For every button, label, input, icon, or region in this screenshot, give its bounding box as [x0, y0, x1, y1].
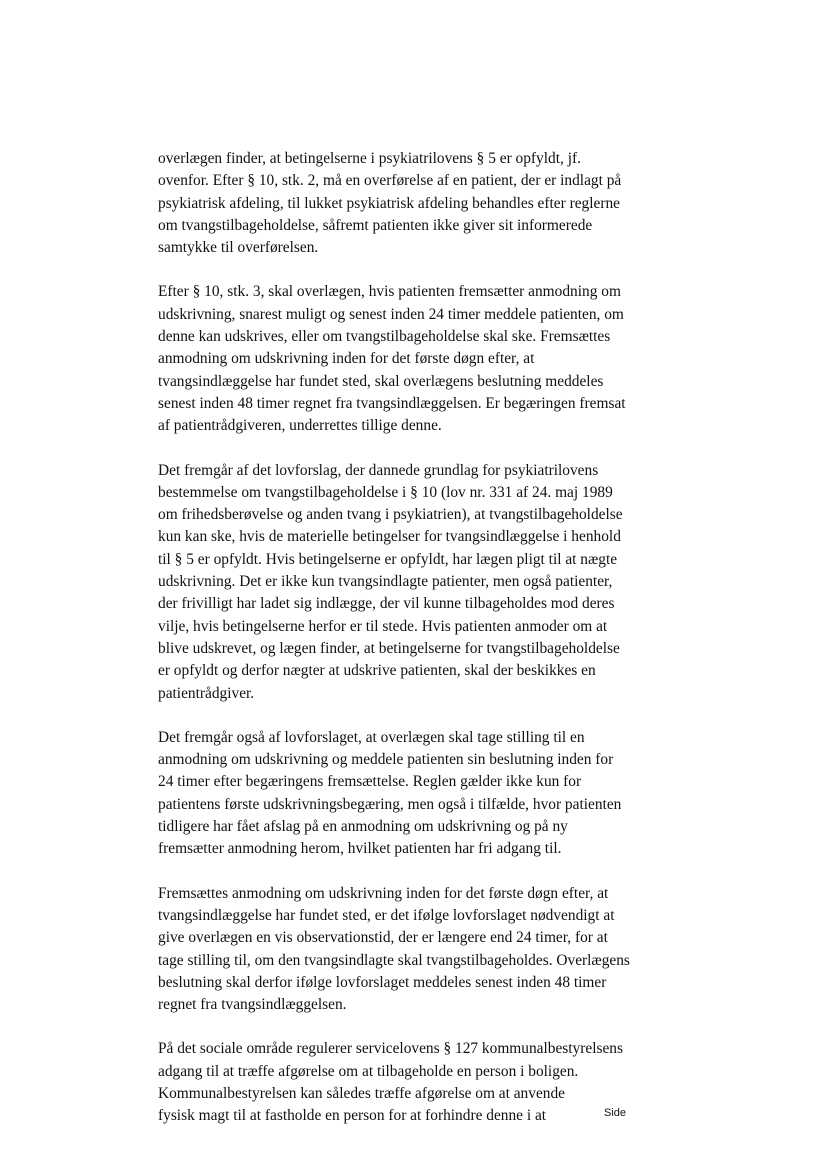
text-line: kun kan ske, hvis de materielle betingelser for tvangsindlæggelse i henhold [158, 528, 621, 546]
text-line: blive udskrevet, og lægen finder, at betingelserne for tvangstilbageholdelse [158, 639, 620, 657]
paragraph-1 [158, 148, 678, 259]
text-line: Det fremgår af det lovforslag, der dannede grundlag for psykiatrilovens [158, 461, 599, 479]
text-line: beslutning skal derfor ifølge lovforslaget meddeles senest inden 48 timer [158, 973, 607, 991]
paragraph-3 [158, 460, 678, 705]
text-line: psykiatrisk afdeling, til lukket psykiatrisk afdeling behandles efter reglerne [158, 194, 621, 212]
text-line: udskrivning, snarest muligt og senest inden 24 timer meddele patienten, om [158, 305, 624, 323]
text-line: udskrivning. Det er ikke kun tvangsindlagte patienter, men også patienter, [158, 573, 613, 591]
text-line: er opfyldt og derfor nægter at udskrive patienten, skal der beskikkes en [158, 662, 596, 680]
paragraph-4 [158, 727, 678, 861]
page-label: Side [604, 1107, 627, 1119]
paragraph-6 [158, 1038, 678, 1127]
text-line: tidligere har fået afslag på en anmodning om udskrivning og på ny [158, 818, 568, 836]
text-line: patientrådgiver. [158, 684, 255, 702]
text-line: til § 5 er opfyldt. Hvis betingelserne er opfyldt, har lægen pligt til at nægte [158, 550, 618, 568]
paragraph-5 [158, 883, 678, 1017]
text-line: samtykke til overførelsen. [158, 239, 319, 257]
text-line: regnet fra tvangsindlæggelsen. [158, 996, 347, 1014]
text-line: Efter § 10, stk. 3, skal overlægen, hvis patienten fremsætter anmodning om [158, 283, 621, 301]
paragraph-2 [158, 281, 678, 437]
text-line: Fremsættes anmodning om udskrivning inden for det første døgn efter, at [158, 884, 609, 902]
text-line: overlægen finder, at betingelserne i psykiatrilovens § 5 er opfyldt, jf. [158, 150, 581, 167]
text-line: patientens første udskrivningsbegæring, men også i tilfælde, hvor patienten [158, 795, 622, 813]
text-line: give overlægen en vis observationstid, der er længere end 24 timer, for at [158, 929, 608, 947]
text-line: Kommunalbestyrelsen kan således træffe afgørelse om at anvende [158, 1084, 566, 1102]
text-line: tvangsindlæggelse har fundet sted, er det ifølge lovforslaget nødvendigt at [158, 906, 615, 924]
text-line: adgang til at træffe afgørelse om at tilbageholde en person i boligen. [158, 1062, 579, 1080]
text-line: tage stilling til, om den tvangsindlagte skal tvangstilbageholdes. Overlægens [158, 951, 630, 969]
text-line: tvangsindlæggelse har fundet sted, skal overlægens beslutning meddeles [158, 372, 604, 390]
text-line: 24 timer efter begæringens fremsættelse. Reglen gælder ikke kun for [158, 773, 582, 791]
text-line: denne kan udskrives, eller om tvangstilbageholdelse skal ske. Fremsættes [158, 328, 611, 346]
text-line: senest inden 48 timer regnet fra tvangsindlæggelsen. Er begæringen fremsat [158, 394, 626, 412]
text-line: bestemmelse om tvangstilbageholdelse i § 10 (lov nr. 331 af 24. maj 1989 [158, 483, 613, 501]
text-line: ovenfor. Efter § 10, stk. 2, må en overførelse af en patient, der er indlagt på [158, 172, 622, 190]
text-line: På det sociale område regulerer servicelovens § 127 kommunalbestyrelsens [158, 1040, 623, 1058]
text-line: om tvangstilbageholdelse, såfremt patienten ikke giver sit informerede [158, 216, 593, 234]
text-line: fysisk magt til at fastholde en person for at forhindre denne i at [158, 1107, 547, 1125]
text-line: Det fremgår også af lovforslaget, at overlægen skal tage stilling til en [158, 728, 585, 746]
text-line: fremsætter anmodning herom, hvilket patienten har fri adgang til. [158, 840, 562, 858]
text-line: anmodning om udskrivning inden for det første døgn efter, at [158, 350, 535, 368]
text-line: om frihedsberøvelse og anden tvang i psykiatrien), at tvangstilbageholdelse [158, 506, 623, 524]
body-text [158, 148, 678, 1150]
text-line: vilje, hvis betingelserne herfor er til stede. Hvis patienten anmoder om at [158, 617, 608, 635]
text-line: af patientrådgiveren, underrettes tillige denne. [158, 417, 442, 435]
text-line: anmodning om udskrivning og meddele patienten sin beslutning inden for [158, 751, 614, 769]
text-line: der frivilligt har ladet sig indlægge, der vil kunne tilbageholdes mod deres [158, 595, 615, 613]
